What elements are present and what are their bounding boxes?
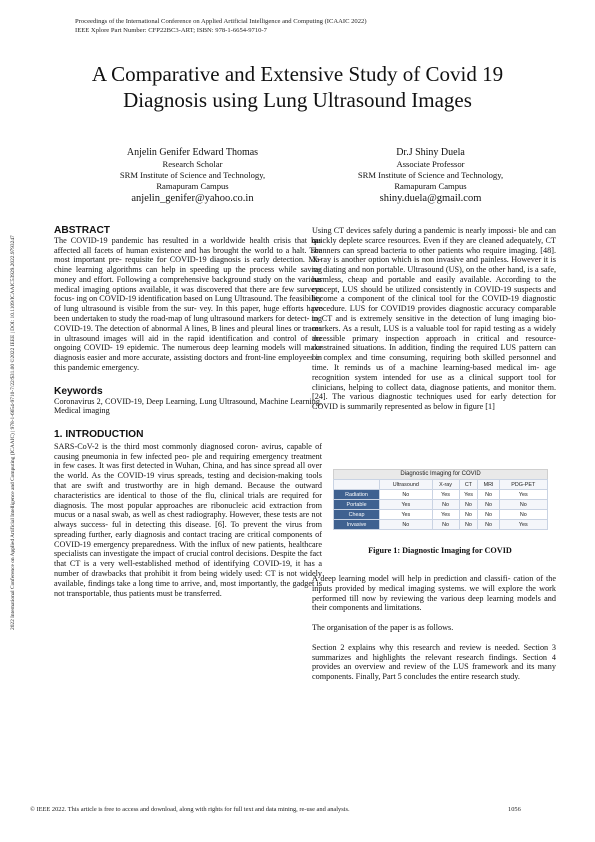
row-header: Cheap [334, 510, 380, 520]
column-header: Ultrasound [380, 480, 432, 490]
table-cell: Yes [380, 500, 432, 510]
table-header-row [334, 480, 548, 490]
table-cell: Yes [459, 490, 478, 500]
row-header: Portable [334, 500, 380, 510]
row-header: Radiation [334, 490, 380, 500]
intro-text: SARS-CoV-2 is the third most commonly diagnosed coron- avirus, capable of causing pneumonia in few infected peo- ple and requiring emergency treatment in few cases. It was first detected in Wuhan, China, and has since spread all over the world. As the COVID-19 virus spreads, testing and decision-making tools that are swift and trustworthy are in high demand. Because the outward characteristics are identical to those of the flu, clinical trials are required for diagnosis. The most popular approaches are ribonucleic acid extraction from mucus or a nasal swab, as well as chest radiography. However, these tests are not always success- ful in detecting this disease. [6]. To prevent the virus from spreading further, early diagnosis and contact tracing are critical components of COVID-19 emergency preparedness. With the influx of new patients, healthcare specialists can investigate the impact of crucial control decisions. Despite the fact that CT is a very well-established method of identifying COVID-19, it has a number of drawbacks that prohibit it from being widely used: CT is not widely available, findings take a long time to arrive, and, most importantly, the gadget is not transportable, thus patients must be transferred. [54, 441, 322, 598]
table-cell: No [432, 500, 459, 510]
table-cell: Yes [432, 490, 459, 500]
author-block-1 [85, 147, 300, 205]
figure-table [333, 479, 548, 530]
table-row [334, 520, 548, 530]
row-header: Invasive [334, 520, 380, 530]
left-column [54, 226, 322, 598]
table-row [334, 500, 548, 510]
table-cell: No [478, 490, 499, 500]
right-paragraph-1: Using CT devices safely during a pandemic is nearly impossi- ble and can quickly deplete scarce resources. Even if they are cleaned adequately, CT scanners can spread bacteria to other patients who require imaging. [48]. X-ray is another option which is non invasive and painless. However it is ra- diating and non portable. Ultrasound (US), on the other hand, is a safe, harmless, cheap and portable and easily available. According to the concept, LUS should be utilized consistently in COVID-19 suspects and become a component of the clinical tool for the COVID-19 diagnostic procedure. LUS for COVID19 provides diagnostic accuracy comparable to CT and is extremely sensitive in the detection of lung imaging bio-markers. As a result, LUS is a valuable tool for rapid testing as a widely accessible primary inspection approach in critical and resource-constrained situations. In addition, finding the required LUS pattern can be complex and time consuming, requiring both skilled personnel and time. It reminds us of a machine learning-based medical im- age recognition system intended for use as a clinical support tool for clinicians, helping to collect data, diagnose patients, and monitor them.[24]. The various diagnostic techniques used for early detection for COVID is summarily represented as below in figure [1] [312, 226, 556, 412]
side-doi-strip: 2022 International Conference on Applied Artificial Intelligence and Computing (ICAAIC) | 978-1-6654-9710-7/22/$31.00 ©2022 IEEE | DOI: 10.1109/ICAAIC53929.2022.9793247 [10, 235, 16, 630]
table-cell: No [478, 520, 499, 530]
header-line-1: Proceedings of the International Conference on Applied Artificial Intelligence and Computing (ICAAIC 2022) [75, 18, 367, 25]
copyright-notice: © IEEE 2022. This article is free to access and download, along with rights for full text and data mining, re-use and analysis. [30, 806, 350, 813]
title-line-1: A Comparative and Extensive Study of Covid 19 [91, 62, 504, 86]
abstract-heading: ABSTRACT [54, 225, 111, 236]
author-name: Anjelin Genifer Edward Thomas [126, 147, 259, 158]
author-institution: SRM Institute of Science and Technology, [119, 170, 266, 180]
table-cell: No [499, 510, 547, 520]
right-column-top [312, 226, 556, 412]
table-row [334, 490, 548, 500]
keywords-heading: Keywords [54, 385, 103, 397]
table-cell: No [478, 510, 499, 520]
right-paragraph-4: Section 2 explains why this research and review is needed. Section 3 summarizes and highlights the relevant research findings. Section 4 provides an overview and review of the LUS framework and its many components. Finally, Part 5 concludes the entire research study. [312, 642, 556, 682]
author-role: Research Scholar [162, 159, 223, 169]
table-row [334, 510, 548, 520]
title-line-2: Diagnosis using Lung Ultrasound Images [123, 87, 472, 112]
column-header: MRI [478, 480, 499, 490]
table-cell: No [459, 520, 478, 530]
table-cell: No [380, 520, 432, 530]
right-paragraph-2: A deep learning model will help in prediction and classifi- cation of the inputs provided by medical imaging systems. we will explore the work performed till now by reviewing the various deep learning models and their components and limitations. [312, 574, 556, 613]
right-column-bottom [312, 574, 556, 682]
author-block-2 [323, 147, 538, 205]
header-line-2: IEEE Xplore Part Number: CFP22BC3-ART; ISBN: 978-1-6654-9710-7 [75, 26, 267, 34]
table-cell: Yes [432, 510, 459, 520]
table-cell: No [499, 500, 547, 510]
column-header: X-ray [432, 480, 459, 490]
figure-title: Diagnostic Imaging for COVID [333, 469, 548, 479]
page-number: 1056 [508, 806, 521, 813]
figure-1 [333, 469, 548, 533]
figure-caption: Figure 1: Diagnostic Imaging for COVID [368, 546, 512, 555]
author-role: Associate Professor [396, 159, 465, 169]
paper-title [60, 62, 535, 113]
table-cell: No [432, 520, 459, 530]
table-cell: No [478, 500, 499, 510]
table-cell: Yes [499, 520, 547, 530]
page-footer [30, 806, 560, 813]
author-institution: SRM Institute of Science and Technology, [357, 170, 504, 180]
table-corner [334, 480, 380, 490]
table-cell: Yes [499, 490, 547, 500]
author-campus: Ramapuram Campus [156, 181, 229, 191]
author-email[interactable]: anjelin_genifer@yahoo.co.in [131, 193, 254, 204]
column-header: CT [459, 480, 478, 490]
right-paragraph-3: The organisation of the paper is as follows. [312, 623, 454, 633]
table-cell: No [459, 500, 478, 510]
keywords-text: Coronavirus 2, COVID-19, Deep Learning, Lung Ultrasound, Machine Learning, Medical imaging [54, 396, 322, 416]
intro-heading: 1. INTRODUCTION [54, 429, 144, 441]
abstract-text: The COVID-19 pandemic has resulted in a worldwide health crisis that has affected all facets of human existence and has brought the world to a halt. The most important pre- requisite for COVID-19 diagnosis is early detection. Ma- chine learning algorithms can help in speeding up the process while saving money and effort. Following a comprehensive background study on the various medical imaging options available, it was discovered that there are few surveys focus- ing on COVID-19 identification based on Lung Ultrasound. The feasibility of lung ultrasound is visible from the sur- vey. In this paper, huge efforts have been undertaken to study the road-map of lung ultrasound markers for detect- ing COVID-19. The detection of abnormal A lines, B lines and pleural lines or traces in ultrasound images will aid in the rapid identification and control of the ongoing COVID- 19 epidemic. The numerous deep learning models will make diagnosis easier and more accurate, assisting doctors and front-line employees in this pandemic emergency. [54, 235, 322, 372]
table-cell: No [380, 490, 432, 500]
running-header [75, 18, 535, 35]
author-campus: Ramapuram Campus [394, 181, 467, 191]
author-email[interactable]: shiny.duela@gmail.com [379, 193, 482, 204]
column-header: PDG-PET [499, 480, 547, 490]
author-name: Dr.J Shiny Duela [396, 147, 465, 158]
table-cell: Yes [380, 510, 432, 520]
table-cell: No [459, 510, 478, 520]
